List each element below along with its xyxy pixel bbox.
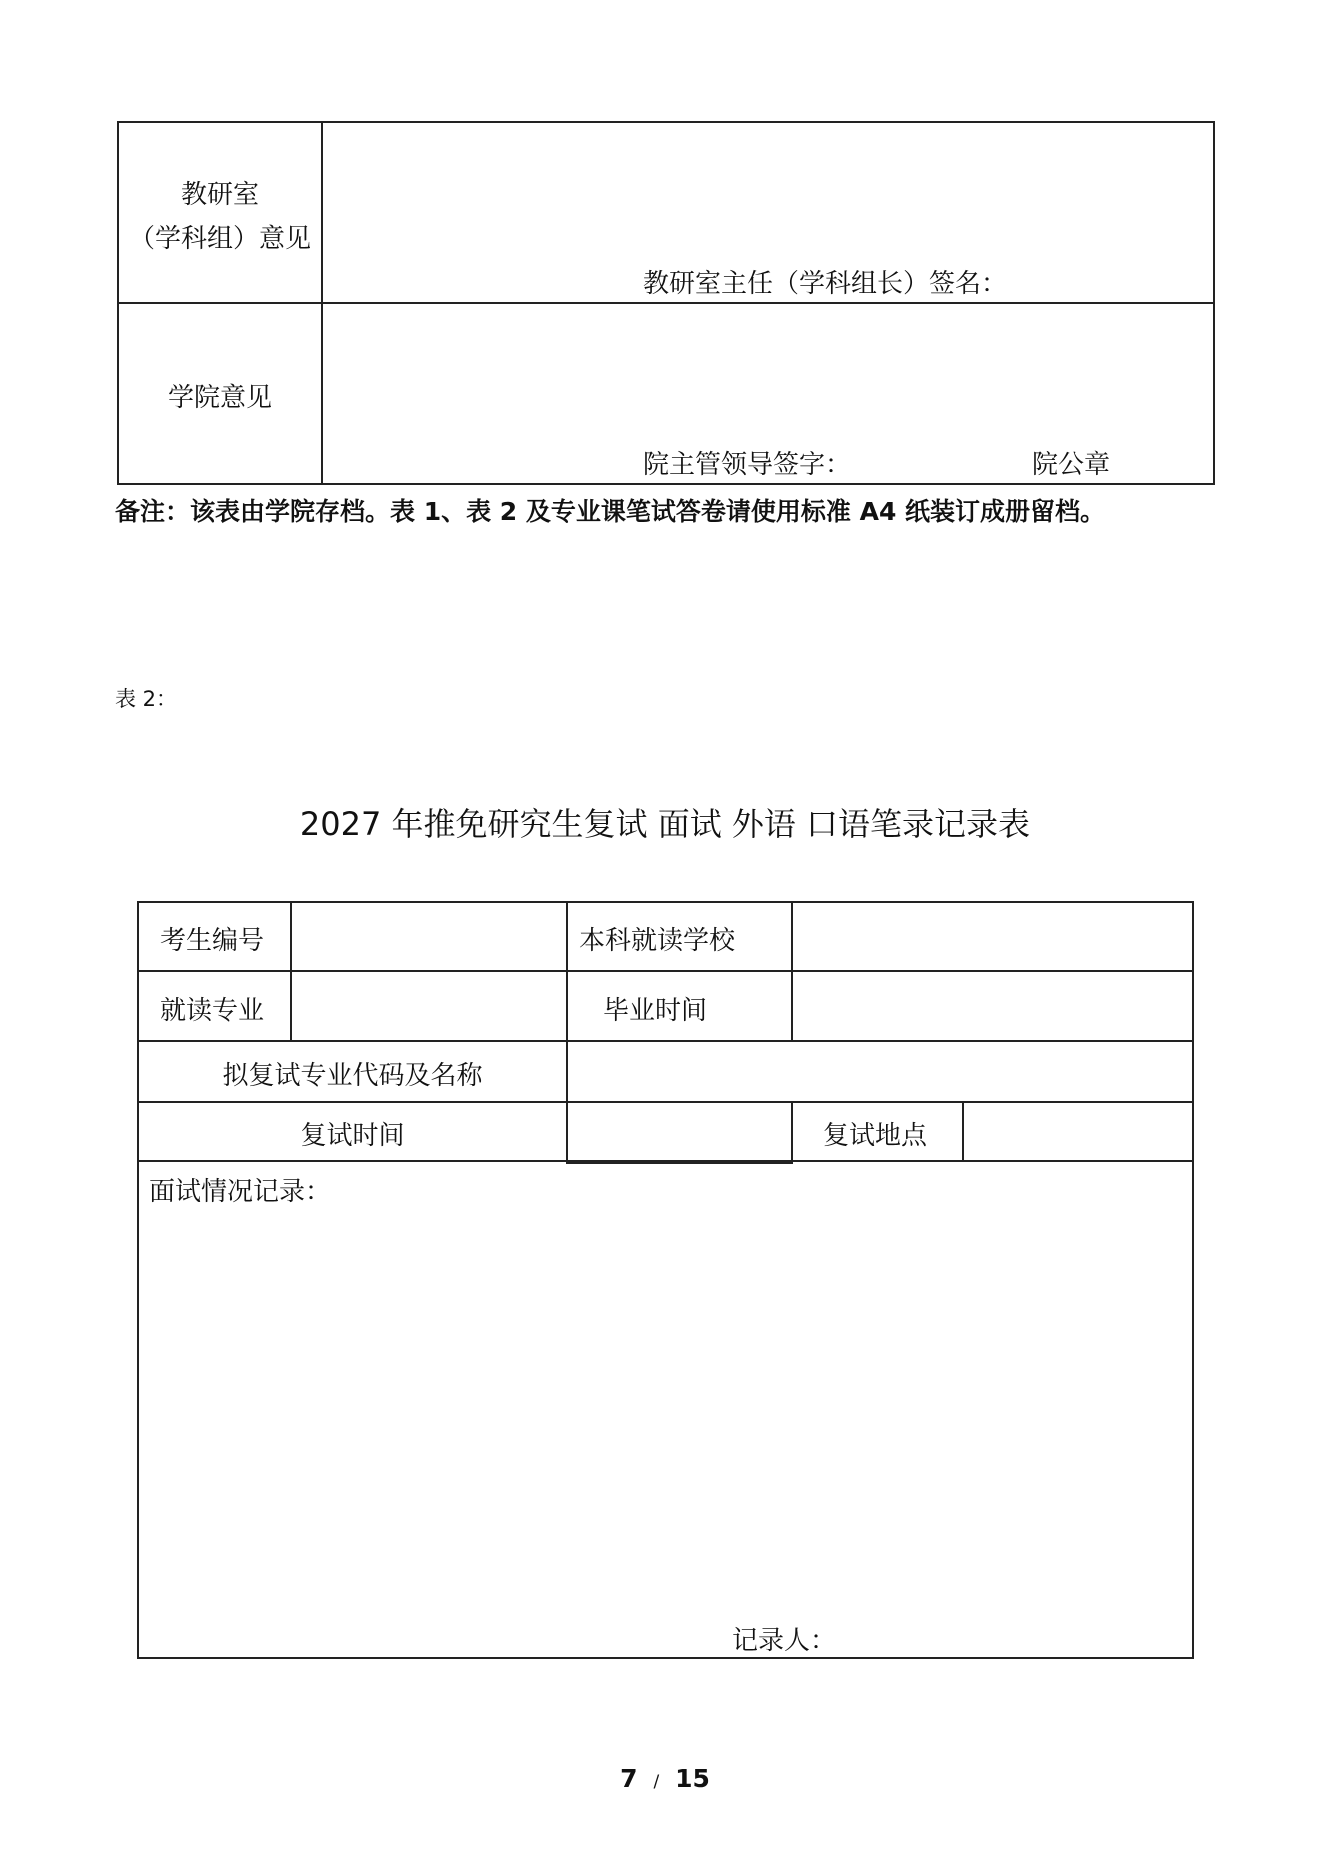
table-border <box>137 1040 1194 1042</box>
page-current: 7 <box>620 1764 638 1793</box>
table-border <box>117 483 1215 485</box>
dept-opinion-label-line1: 教研室 <box>180 180 259 210</box>
form-title: 2027 年推免研究生复试 面试 外语 口语笔录记录表 <box>299 805 1031 843</box>
interview-record-label: 面试情况记录： <box>149 1177 332 1207</box>
page-number <box>0 1764 1323 1797</box>
table-border <box>1192 901 1194 1659</box>
table-border <box>137 901 1194 903</box>
college-seal-label: 院公章 <box>1032 450 1111 480</box>
dept-head-signature-label: 教研室主任（学科组长）签名： <box>643 269 1008 299</box>
table-border <box>117 302 1215 304</box>
page-separator: / <box>653 1772 660 1792</box>
table-2-label: 表 2： <box>115 687 178 711</box>
table-border <box>137 1657 1194 1659</box>
table-border <box>117 121 1215 123</box>
table-border <box>137 901 139 1659</box>
dept-opinion-label-line2: （学科组）意见 <box>128 224 311 254</box>
table-border <box>566 1162 793 1164</box>
undergrad-school-label: 本科就读学校 <box>579 926 736 956</box>
college-leader-signature-label: 院主管领导签字： <box>643 450 852 480</box>
college-opinion-label: 学院意见 <box>167 383 272 413</box>
retest-place-label: 复试地点 <box>823 1121 928 1151</box>
table-border <box>791 901 793 1042</box>
page-total: 15 <box>675 1764 710 1793</box>
archive-note: 备注：该表由学院存档。表 1、表 2 及专业课笔试答卷请使用标准 A4 纸装订成册留档。 <box>115 497 1106 526</box>
candidate-number-label: 考生编号 <box>160 926 265 956</box>
table-border <box>137 970 1194 972</box>
recorder-label: 记录人： <box>732 1626 837 1656</box>
table-border <box>962 1101 964 1162</box>
table-border <box>566 901 568 1164</box>
retest-time-label: 复试时间 <box>300 1121 405 1151</box>
target-major-label: 拟复试专业代码及名称 <box>222 1061 483 1091</box>
table-border <box>1213 121 1215 485</box>
graduation-time-label: 毕业时间 <box>603 996 708 1026</box>
table-border <box>321 121 323 485</box>
table-border <box>137 1101 1194 1103</box>
table-border <box>117 121 119 485</box>
major-label: 就读专业 <box>160 996 265 1026</box>
table-border <box>290 901 292 1042</box>
table-border <box>791 1101 793 1164</box>
